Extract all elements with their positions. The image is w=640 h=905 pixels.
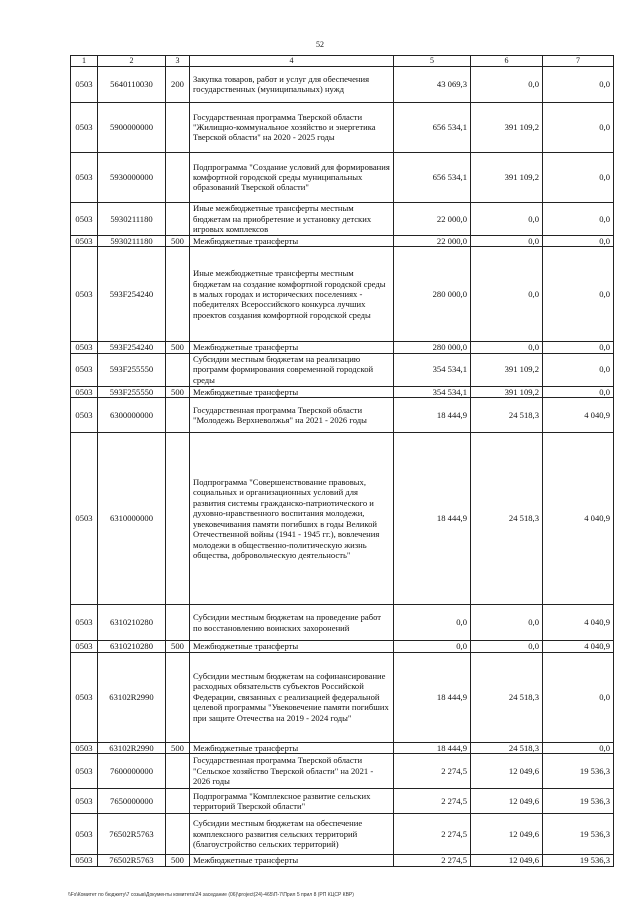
description: Субсидии местным бюджетам на софинансирование расходных обязательств субъектов Российской Федерации, связанных с реализацией федеральной целевой программы "Увековечение памяти погибших при защите Отечества на 2019 - 2024 годы" [190,652,394,742]
expense-type: 500 [166,342,190,353]
amount-col5: 18 444,9 [394,742,471,753]
target-code: 593F254240 [98,342,166,353]
amount-col5: 18 444,9 [394,652,471,742]
expense-type [166,247,190,342]
amount-col5: 280 000,0 [394,247,471,342]
expense-type [166,652,190,742]
description: Иные межбюджетные трансферты местным бюджетам на приобретение и установку детских игровых комплексов [190,202,394,235]
target-code: 63102R2990 [98,652,166,742]
amount-col6: 0,0 [471,235,543,246]
table-row [71,247,614,342]
amount-col5: 43 069,3 [394,66,471,102]
amount-col7: 19 536,3 [543,789,614,814]
amount-col6: 24 518,3 [471,433,543,605]
budget-table [70,55,614,867]
amount-col7: 0,0 [543,152,614,202]
amount-col6: 24 518,3 [471,398,543,433]
description: Государственная программа Тверской области "Жилищно-коммунальное хозяйство и энергетика Тверской области" на 2020 - 2025 годы [190,102,394,152]
table-row [71,855,614,866]
description: Межбюджетные трансферты [190,235,394,246]
target-code: 5930000000 [98,152,166,202]
amount-col7: 19 536,3 [543,814,614,855]
section-code: 0503 [71,754,98,789]
amount-col6: 391 109,2 [471,152,543,202]
target-code: 6300000000 [98,398,166,433]
target-code: 7650000000 [98,789,166,814]
expense-type: 500 [166,235,190,246]
amount-col6: 0,0 [471,641,543,652]
target-code: 593F255550 [98,386,166,397]
amount-col5: 354 534,1 [394,353,471,386]
target-code: 5900000000 [98,102,166,152]
expense-type [166,152,190,202]
section-code: 0503 [71,742,98,753]
amount-col5: 0,0 [394,605,471,641]
table-row [71,342,614,353]
header-row [71,56,614,67]
section-code: 0503 [71,433,98,605]
amount-col6: 0,0 [471,605,543,641]
expense-type: 200 [166,66,190,102]
target-code: 63102R2990 [98,742,166,753]
section-code: 0503 [71,855,98,866]
amount-col6: 0,0 [471,202,543,235]
expense-type [166,102,190,152]
description: Субсидии местным бюджетам на проведение работ по восстановлению воинских захоронений [190,605,394,641]
expense-type: 500 [166,855,190,866]
amount-col5: 656 534,1 [394,152,471,202]
table-row [71,814,614,855]
section-code: 0503 [71,386,98,397]
table-row [71,652,614,742]
amount-col5: 2 274,5 [394,789,471,814]
section-code: 0503 [71,202,98,235]
amount-col7: 19 536,3 [543,855,614,866]
description: Иные межбюджетные трансферты местным бюджетам на создание комфортной городской среды в малых городах и исторических поселениях - победителях Всероссийского конкурса лучших проектов создания комфортной городской среды [190,247,394,342]
col-header: 5 [394,56,471,67]
col-header: 7 [543,56,614,67]
amount-col6: 0,0 [471,66,543,102]
amount-col5: 280 000,0 [394,342,471,353]
page-number: 52 [316,40,324,49]
table-row [71,152,614,202]
target-code: 76502R5763 [98,814,166,855]
target-code: 5640110030 [98,66,166,102]
amount-col6: 24 518,3 [471,742,543,753]
col-header: 2 [98,56,166,67]
section-code: 0503 [71,66,98,102]
section-code: 0503 [71,398,98,433]
col-header: 6 [471,56,543,67]
description: Государственная программа Тверской области "Сельское хозяйство Тверской области" на 2021 - 2026 годы [190,754,394,789]
section-code: 0503 [71,353,98,386]
file-path-footer: \\Fs\Комитет по бюджету\7 созыв\Документы комитета\24 заседание (06)\project(24)-465\П-7\Прил 5 прил 8 (РП КЦСР КВР) [68,892,354,898]
amount-col7: 4 040,9 [543,641,614,652]
target-code: 7600000000 [98,754,166,789]
target-code: 5930211180 [98,235,166,246]
target-code: 593F254240 [98,247,166,342]
amount-col6: 12 049,6 [471,855,543,866]
expense-type: 500 [166,386,190,397]
amount-col5: 22 000,0 [394,202,471,235]
amount-col6: 12 049,6 [471,789,543,814]
description: Закупка товаров, работ и услуг для обеспечения государственных (муниципальных) нужд [190,66,394,102]
section-code: 0503 [71,641,98,652]
description: Межбюджетные трансферты [190,641,394,652]
target-code: 6310210280 [98,605,166,641]
expense-type [166,398,190,433]
amount-col6: 391 109,2 [471,102,543,152]
amount-col7: 4 040,9 [543,398,614,433]
target-code: 5930211180 [98,202,166,235]
target-code: 6310210280 [98,641,166,652]
amount-col7: 4 040,9 [543,433,614,605]
description: Подпрограмма "Комплексное развитие сельских территорий Тверской области" [190,789,394,814]
table-row [71,398,614,433]
description: Межбюджетные трансферты [190,855,394,866]
description: Подпрограмма "Совершенствование правовых, социальных и организационных условий для развития системы гражданско-патриотического и духовно-нравственного воспитания молодежи, увековечивания памяти погибших в годы Великой Отечественной войны (1941 - 1945 гг.), вовлечения молодежи в общественно-политическую жизнь общества, добровольческую деятельность" [190,433,394,605]
amount-col6: 12 049,6 [471,754,543,789]
col-header: 4 [190,56,394,67]
amount-col6: 24 518,3 [471,652,543,742]
section-code: 0503 [71,652,98,742]
section-code: 0503 [71,247,98,342]
amount-col6: 391 109,2 [471,386,543,397]
amount-col5: 354 534,1 [394,386,471,397]
expense-type [166,353,190,386]
amount-col5: 18 444,9 [394,433,471,605]
amount-col5: 22 000,0 [394,235,471,246]
expense-type [166,433,190,605]
table-row [71,754,614,789]
description: Межбюджетные трансферты [190,342,394,353]
target-code: 6310000000 [98,433,166,605]
section-code: 0503 [71,342,98,353]
description: Межбюджетные трансферты [190,742,394,753]
amount-col5: 2 274,5 [394,855,471,866]
table-row [71,235,614,246]
description: Государственная программа Тверской области "Молодежь Верхневолжья" на 2021 - 2026 годы [190,398,394,433]
target-code: 593F255550 [98,353,166,386]
col-header: 1 [71,56,98,67]
table-row [71,66,614,102]
section-code: 0503 [71,605,98,641]
description: Субсидии местным бюджетам на обеспечение комплексного развития сельских территорий (благоустройство сельских территорий) [190,814,394,855]
table-row [71,742,614,753]
section-code: 0503 [71,102,98,152]
table-row [71,605,614,641]
amount-col6: 0,0 [471,247,543,342]
table-row [71,386,614,397]
section-code: 0503 [71,152,98,202]
expense-type [166,202,190,235]
amount-col7: 0,0 [543,353,614,386]
table-row [71,102,614,152]
table-row [71,789,614,814]
amount-col5: 656 534,1 [394,102,471,152]
amount-col6: 391 109,2 [471,353,543,386]
table-row [71,433,614,605]
amount-col5: 0,0 [394,641,471,652]
description: Субсидии местным бюджетам на реализацию программ формирования современной городской среды [190,353,394,386]
amount-col7: 0,0 [543,66,614,102]
amount-col7: 0,0 [543,342,614,353]
amount-col7: 0,0 [543,247,614,342]
expense-type [166,814,190,855]
amount-col7: 0,0 [543,102,614,152]
table-row [71,202,614,235]
amount-col7: 19 536,3 [543,754,614,789]
amount-col7: 0,0 [543,202,614,235]
amount-col7: 0,0 [543,742,614,753]
target-code: 76502R5763 [98,855,166,866]
table-row [71,353,614,386]
section-code: 0503 [71,789,98,814]
amount-col6: 0,0 [471,342,543,353]
section-code: 0503 [71,235,98,246]
amount-col5: 2 274,5 [394,754,471,789]
amount-col7: 0,0 [543,652,614,742]
expense-type [166,789,190,814]
col-header: 3 [166,56,190,67]
table-row [71,641,614,652]
amount-col7: 4 040,9 [543,605,614,641]
amount-col6: 12 049,6 [471,814,543,855]
amount-col7: 0,0 [543,235,614,246]
section-code: 0503 [71,814,98,855]
expense-type [166,754,190,789]
amount-col5: 18 444,9 [394,398,471,433]
expense-type [166,605,190,641]
description: Подпрограмма "Создание условий для формирования комфортной городской среды муниципальных образований Тверской области" [190,152,394,202]
amount-col7: 0,0 [543,386,614,397]
amount-col5: 2 274,5 [394,814,471,855]
description: Межбюджетные трансферты [190,386,394,397]
expense-type: 500 [166,641,190,652]
expense-type: 500 [166,742,190,753]
